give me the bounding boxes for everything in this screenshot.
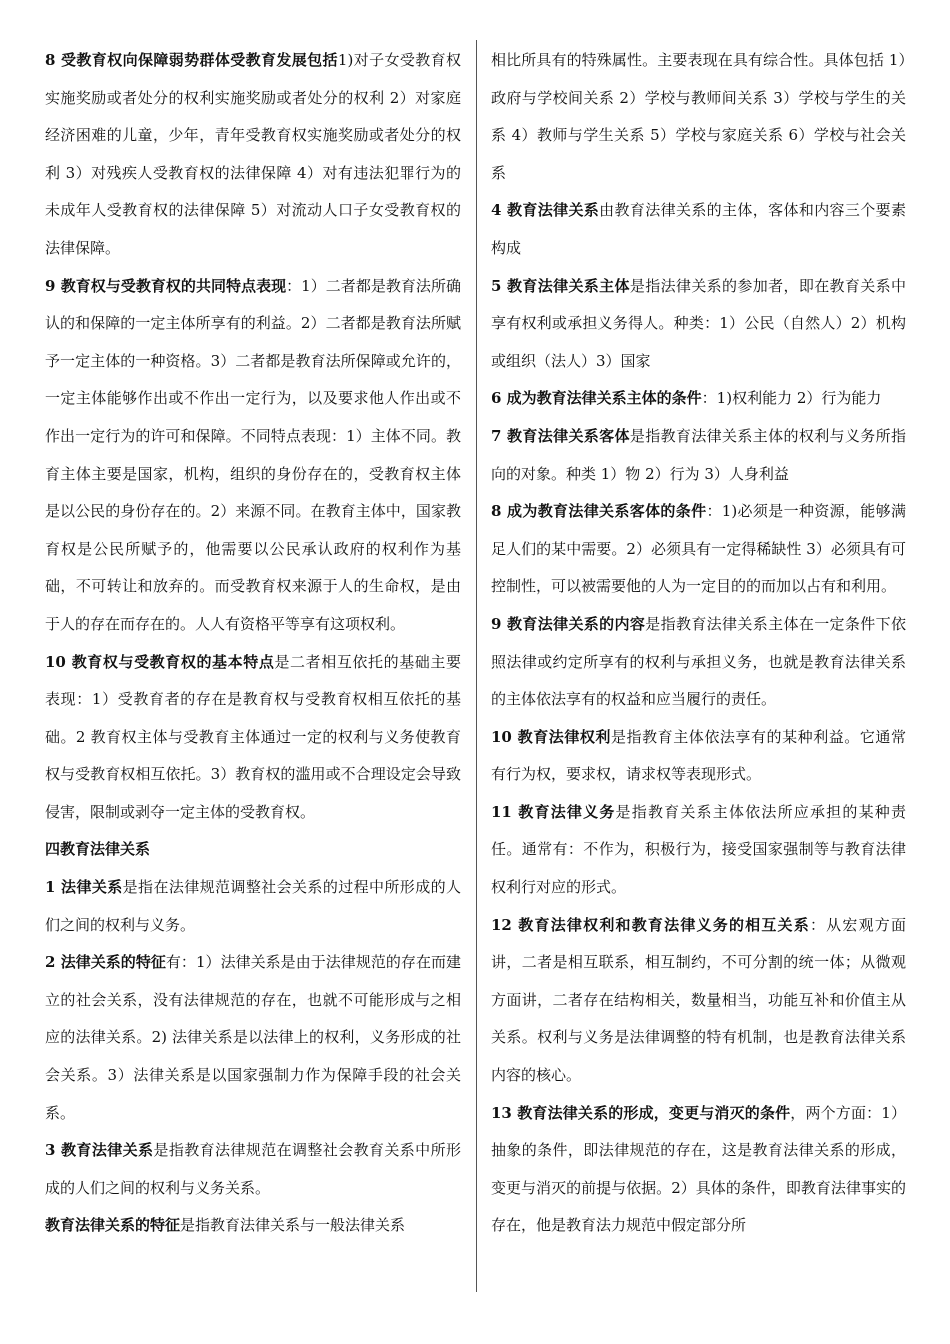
term: 10 教育法律权利: [491, 727, 611, 746]
term: 4 教育法律关系: [491, 201, 600, 220]
term: 2 法律关系的特征: [45, 953, 166, 972]
body-text: 是指教育法律关系与一般法律关系: [180, 1216, 406, 1235]
body-text: 是指法律关系的参加者，即在教育关系中享有权利或承担义务得人。种类：1）公民（自然人）2）机构或组织（法人）3）国家: [491, 276, 906, 370]
paragraph-9-right: [491, 606, 906, 719]
body-text: 是指教育关系主体依法所应承担的某种责任。通常有：不作为，积极行为，接受国家强制等与教育法律权利行对应的形式。: [491, 802, 906, 897]
paragraph-11-right: [491, 794, 906, 907]
paragraph-1: [45, 869, 461, 944]
heading-text: 四教育法律关系: [45, 840, 151, 859]
body-text: 1)对子女受教育权实施奖励或者处分的权利实施奖励或者处分的权利 2）对家庭经济困难的儿童，少年，青年受教育权实施奖励或者处分的权利 3）对残疾人受教育权的法律保障 4）对有违法犯罪行为的未成年人受教育权的法律保障 5）对流动人口子女受教育权的法律保障。: [45, 51, 461, 257]
paragraph-5: [491, 268, 906, 381]
term: 10 教育权与受教育权的基本特点: [45, 652, 275, 671]
term: 13 教育法律关系的形成，变更与消灭的条件: [491, 1103, 791, 1122]
paragraph-9: [45, 268, 461, 644]
body-text: 相比所具有的特殊属性。主要表现在具有综合性。具体包括 1）政府与学校间关系 2）学校与教师间关系 3）学校与学生的关系 4）教师与学生关系 5）学校与家庭关系 6）学校与社会关系: [491, 51, 906, 182]
term: 6 成为教育法律关系主体的条件: [491, 389, 702, 408]
term: 3 教育法律关系: [45, 1141, 154, 1160]
paragraph-3: [45, 1132, 461, 1207]
body-text: ，两个方面：1）抽象的条件，即法律规范的存在，这是教育法律关系的形成，变更与消灭的前提与依据。2）具体的条件，即教育法律事实的存在，他是教育法力规范中假定部分所: [491, 1103, 906, 1235]
paragraph-13-right: [491, 1095, 906, 1245]
term: 12 教育法律权利和教育法律义务的相互关系: [491, 915, 810, 934]
body-text: ：1)权利能力 2）行为能力: [701, 389, 882, 408]
right-column: [491, 42, 906, 1332]
paragraph-12-right: [491, 907, 906, 1095]
paragraph-8: [45, 42, 461, 268]
paragraph-continued: [491, 42, 906, 192]
paragraph-2: [45, 944, 461, 1132]
term: 9 教育法律关系的内容: [491, 614, 646, 633]
term: 9 教育权与受教育权的共同特点表现: [45, 276, 287, 295]
left-column: [45, 42, 461, 1332]
column-divider: [476, 40, 477, 1292]
paragraph-4: [491, 192, 906, 267]
body-text: ：从宏观方面讲，二者是相互联系，相互制约，不可分割的统一体；从微观方面讲，二者存在结构相关，数量相当，功能互补和价值主从关系。权利与义务是法律调整的特有机制，也是教育法律关系内容的核心。: [491, 915, 906, 1085]
term: 1 法律关系: [45, 878, 123, 897]
body-text: ：1)必须是一种资源，能够满足人们的某中需要。2）必须具有一定得稀缺性 3）必须具有可控制性，可以被需要他的人为一定目的的而加以占有和利用。: [491, 502, 906, 596]
body-text: ：1）二者都是教育法所确认的和保障的一定主体所享有的利益。2）二者都是教育法所赋予一定主体的一种资格。3）二者都是教育法所保障或允许的，一定主体能够作出或不作出一定行为，以及要求他人作出或不作出一定行为的许可和保障。不同特点表现：1）主体不同。教育主体主要是国家，机构，组织的身份存在的，受教育权主体是以公民的身份存在的。2）来源不同。在教育主体中，国家教育权是公民所赋予的，他需要以公民承认政府的权利作为基础，不可转让和放弃的。而受教育权来源于人的生命权，是由于人的存在而存在的。人人有资格平等享有这项权利。: [45, 276, 461, 633]
term: 7 教育法律关系客体: [491, 426, 630, 445]
body-text: 有：1）法律关系是由于法律规范的存在而建立的社会关系，没有法律规范的存在，也就不可能形成与之相应的法律关系。2) 法律关系是以法律上的权利，义务形成的社会关系。3）法律关系是以国家强制力作为保障手段的社会关系。: [45, 953, 461, 1122]
body-text: 是指教育法律关系主体的权利与义务所指向的对象。种类 1）物 2）行为 3）人身利益: [491, 426, 906, 483]
body-text: 由教育法律关系的主体，客体和内容三个要素构成: [491, 201, 906, 257]
body-text: 是二者相互依托的基础主要表现：1）受教育者的存在是教育权与受教育权相互依托的基础。2 教育权主体与受教育主体通过一定的权利与义务使教育权与受教育权相互依托。3）教育权的滥用或不合理设定会导致侵害，限制或剥夺一定主体的受教育权。: [45, 652, 461, 821]
body-text: 是指教育主体依法享有的某种利益。它通常有行为权，要求权，请求权等表现形式。: [491, 727, 906, 784]
section-heading: [45, 831, 461, 869]
body-text: 是指教育法律规范在调整社会教育关系中所形成的人们之间的权利与义务关系。: [45, 1141, 461, 1197]
paragraph-7: [491, 418, 906, 493]
term: 8 成为教育法律关系客体的条件: [491, 502, 707, 521]
body-text: 是指教育法律关系主体在一定条件下依照法律或约定所享有的权利与承担义务，也就是教育法律关系的主体依法享有的权益和应当履行的责任。: [491, 614, 906, 709]
term: 11 教育法律义务: [491, 802, 616, 821]
term: 5 教育法律关系主体: [491, 276, 630, 295]
paragraph-10-right: [491, 719, 906, 794]
paragraph-10: [45, 644, 461, 832]
paragraph-6: [491, 380, 906, 418]
body-text: 是指在法律规范调整社会关系的过程中所形成的人们之间的权利与义务。: [45, 878, 461, 934]
paragraph-features: [45, 1207, 461, 1245]
term: 教育法律关系的特征: [45, 1216, 181, 1235]
paragraph-8-right: [491, 493, 906, 606]
term: 8 受教育权向保障弱势群体受教育发展包括: [45, 51, 338, 69]
